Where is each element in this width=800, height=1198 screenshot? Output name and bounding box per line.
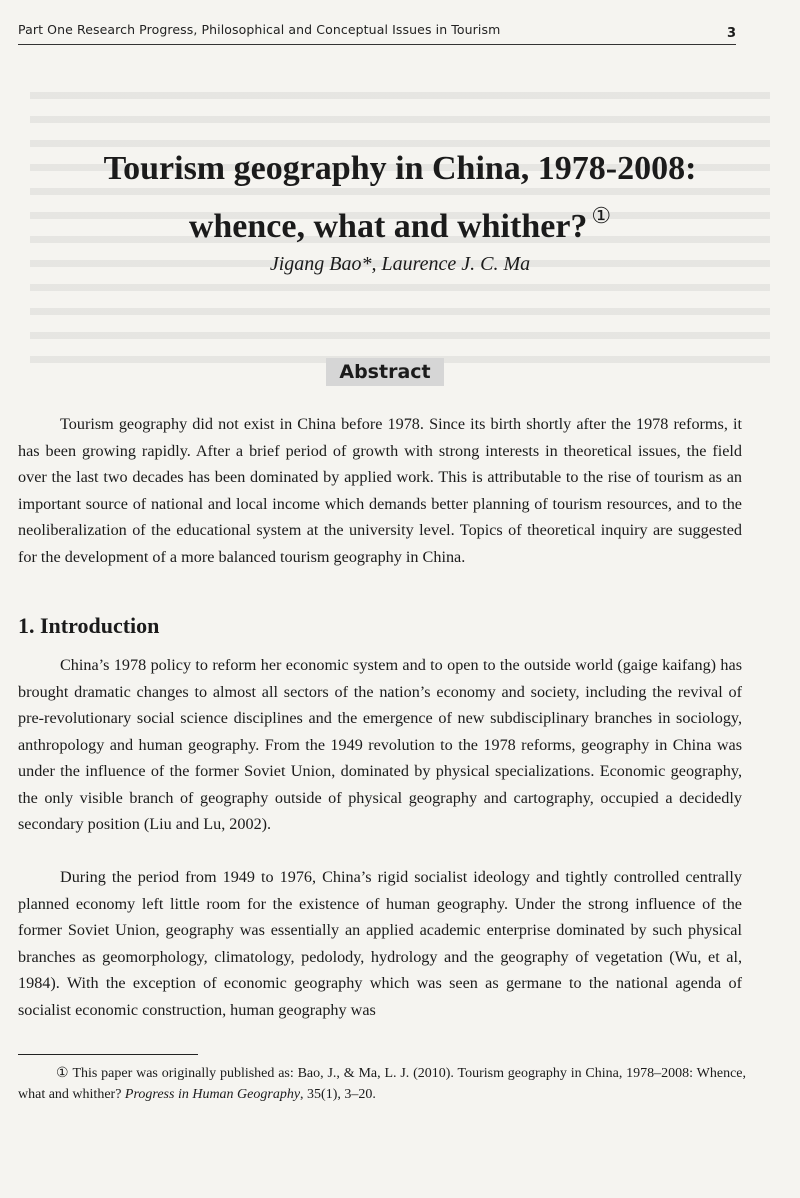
intro-paragraph-2: During the period from 1949 to 1976, China’s rigid socialist ideology and tightly controlled centrally planned economy left little room for the existence of human geography. Under the strong influence of the former Soviet Union, geography was essentially an applied academic enterprise dominated by such physical branches as geomorphology, climatology, pedolody, hydrology and the geography of vegetation (Wu, et al, 1984). With the exception of economic geography which was seen as germane to the national agenda of socialist economic construction, human geography was — [18, 868, 742, 1019]
footnote-marker: ① — [56, 1066, 69, 1081]
authors: Jigang Bao*, Laurence J. C. Ma — [269, 253, 531, 275]
footnote-divider — [18, 1054, 198, 1055]
title-line-2: whence, what and whither? — [188, 208, 588, 245]
title-line-1: Tourism geography in China, 1978-2008: — [103, 150, 697, 187]
abstract-heading: Abstract — [326, 358, 444, 386]
abstract-text: Tourism geography did not exist in China before 1978. Since its birth shortly after the 1978 reforms, it has been growing rapidly. After a brief period of growth with strong interests in theoretical issues, the field over the last two decades has been dominated by applied work. This is attributable to the rise of tourism as an important source of national and local income which demands better planning of tourism resources, and to the neoliberalization of the educational system at the university level. Topics of theoretical inquiry are suggested for the development of a more balanced tourism geography in China. — [18, 415, 742, 566]
intro-paragraph-1: China’s 1978 policy to reform her economic system and to open to the outside world (gaige kaifang) has brought dramatic changes to almost all sectors of the nation’s economy and society, including the revival of pre-revolutionary social science disciplines and the emergence of new subdisciplinary branches in sociology, anthropology and human geography. From the 1949 revolution to the 1978 reforms, geography in China was under the influence of the former Soviet Union, dominated by physical specializations. Economic geography, the only visible branch of geography outside of physical geography and cartography, occupied a decidedly secondary position (Liu and Lu, 2002). — [18, 656, 742, 833]
page-number: 3 — [726, 26, 736, 41]
footnote-citation: This paper was originally published as: Bao, J., & Ma, L. J. (2010). Tourism geography in China, 1978–2008: Whence, what and whither? — [18, 1066, 746, 1102]
running-header — [18, 22, 736, 45]
title-footnote-marker[interactable]: ① — [591, 203, 612, 228]
footnote-citation-end: , 35(1), 3–20. — [300, 1087, 376, 1102]
section-heading-introduction: 1. Introduction — [18, 613, 160, 638]
running-title: Part One Research Progress, Philosophical and Conceptual Issues in Tourism — [18, 22, 501, 37]
footnote — [18, 1063, 746, 1105]
footnote-journal: Progress in Human Geography — [124, 1087, 301, 1102]
paper-title — [0, 145, 800, 250]
